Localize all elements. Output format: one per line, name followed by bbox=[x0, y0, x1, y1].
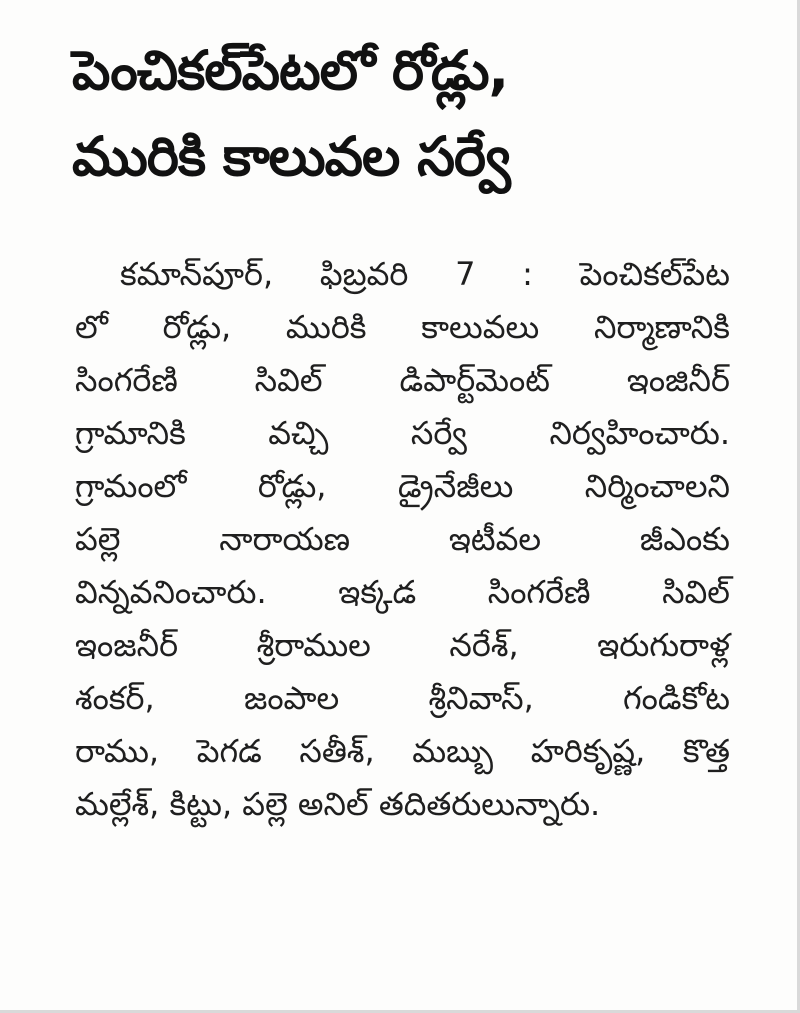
body-line: సింగరేణి సివిల్ డిపార్ట్‌మెంట్ ఇంజినీర్ bbox=[75, 361, 730, 399]
body-line: శంకర్, జంపాల శ్రీనివాస్, గండికోట bbox=[75, 679, 730, 717]
headline-line-1: పెంచికల్‌పేటలో రోడ్లు, bbox=[72, 39, 509, 102]
body-line: మల్లేశ్, కిట్టు, పల్లె అనిల్ తదితరులున్నారు. bbox=[75, 785, 601, 823]
body-line: రాము, పెగడ సతీశ్, మబ్బు హరికృష్ణ, కొత్త bbox=[75, 732, 730, 770]
headline-line-2: మురికి కాలువల సర్వే bbox=[72, 125, 510, 188]
body-line: ఇంజనీర్ శ్రీరాముల నరేశ్, ఇరుగురాళ్ల bbox=[75, 626, 730, 664]
body-line: గ్రామానికి వచ్చి సర్వే నిర్వహించారు. bbox=[75, 414, 730, 452]
body-line: గ్రామంలో రోడ్లు, డ్రైనేజీలు నిర్మించాలని bbox=[75, 467, 730, 505]
body-line: లో రోడ్లు, మురికి కాలువలు నిర్మాణానికి bbox=[75, 308, 730, 346]
body-line: పల్లె నారాయణ ఇటీవల జీఎంకు bbox=[75, 520, 730, 558]
body-line: కమాన్‌పూర్, ఫిబ్రవరి 7 : పెంచికల్‌పేట bbox=[120, 255, 730, 293]
body-line: విన్నవనించారు. ఇక్కడ సింగరేణి సివిల్ bbox=[75, 573, 730, 611]
article-headline bbox=[72, 28, 752, 200]
article-body bbox=[75, 248, 730, 831]
